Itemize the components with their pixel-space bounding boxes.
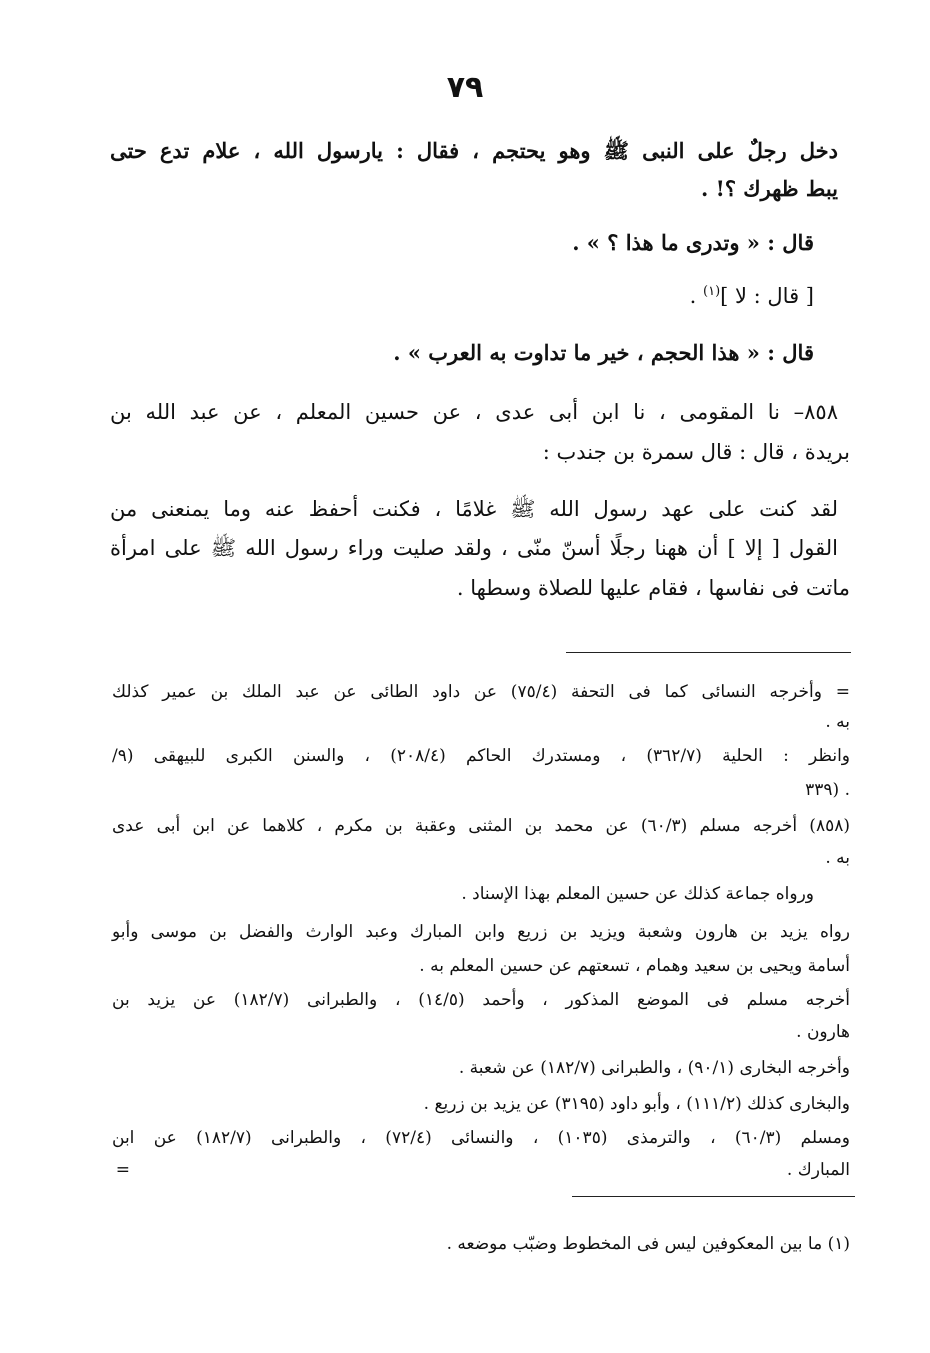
- dialogue-line-2-end: .: [689, 284, 697, 308]
- main-paragraph-1-line-2: يبط ظهرك ؟! .: [700, 176, 838, 201]
- dialogue-line-3: قال : « هذا الحجم ، خير ما تداوت به العرب » .: [393, 340, 814, 365]
- hadith-858-line-1: ٨٥٨– نا المقومى ، نا ابن أبى عدى ، عن حسين المعلم ، عن عبد الله بن: [110, 400, 838, 424]
- endnote: (١) ما بين المعكوفين ليس فى المخطوط وضبّب موضعه .: [446, 1234, 850, 1254]
- footnote-line-2: به .: [825, 712, 850, 732]
- footnote-line-6: به .: [825, 848, 850, 868]
- footnote-marker: (١): [703, 284, 721, 299]
- footnote-line-13: والبخارى كذلك (١١١/٢) ، وأبو داود (٣١٩٥) عن يزيد بن زريع .: [423, 1094, 850, 1114]
- footnote-line-4: ٣٣٩) .: [805, 780, 850, 800]
- hadith-body-line-2: القول [ إلا ] أن ههنا رجلًا أسنّ منّى ، ولقد صليت وراء رسول الله ﷺ على امرأة: [110, 536, 838, 560]
- footnote-line-7: ورواه جماعة كذلك عن حسين المعلم بهذا الإسناد .: [461, 884, 814, 904]
- footnote-line-1: = وأخرجه النسائى كما فى التحفة (٧٥/٤) عن داود الطائى عن عبد الملك بن عمير كذلك: [112, 682, 851, 702]
- footnote-line-3: وانظر : الحلية (٣٦٢/٧) ، ومستدرك الحاكم (٢٠٨/٤) ، والسنن الكبرى للبيهقى (٩/: [112, 746, 851, 766]
- footnote-line-14: ومسلم (٦٠/٣) ، والترمذى (١٠٣٥) ، والنسائى (٧٢/٤) ، والطبرانى (١٨٢/٧) عن ابن: [112, 1128, 851, 1148]
- footnote-continuation-mark: =: [115, 1160, 130, 1180]
- footnote-line-11: هارون .: [796, 1022, 850, 1042]
- dialogue-line-2: [690, 284, 814, 308]
- footnote-line-8: رواه يزيد بن هارون وشعبة ويزيد بن زريع وابن المبارك وعبد الوارث والفضل بن موسى وأبو: [112, 922, 850, 942]
- footnote-line-15: المبارك .: [786, 1160, 850, 1180]
- page-number: ٧٩: [446, 70, 484, 105]
- footnote-separator: [566, 652, 851, 653]
- dialogue-line-2-text: [ قال : لا ]: [720, 284, 814, 308]
- footnote-line-12: وأخرجه البخارى (٩٠/١) ، والطبرانى (١٨٢/٧) عن شعبة .: [458, 1058, 850, 1078]
- footnote-line-10: أخرجه مسلم فى الموضع المذكور ، وأحمد (١٤/٥) ، والطبرانى (١٨٢/٧) عن يزيد بن: [112, 990, 851, 1010]
- dialogue-line-1: قال : « وتدرى ما هذا ؟ » .: [572, 230, 814, 255]
- hadith-body-line-1: لقد كنت على عهد رسول الله ﷺ غلامًا ، فكنت أحفظ عنه وما يمنعنى من: [110, 497, 838, 521]
- hadith-858-line-2: بريدة ، قال : قال سمرة بن جندب :: [542, 440, 850, 464]
- footnote-line-9: أسامة ويحيى بن سعيد وهمام ، تسعتهم عن حسين المعلم به .: [419, 956, 850, 976]
- hadith-body-line-3: ماتت فى نفاسها ، فقام عليها للصلاة وسطها .: [456, 576, 850, 600]
- main-paragraph-1-line-1: دخل رجلٌ على النبى ﷺ وهو يحتجم ، فقال : يارسول الله ، علام تدع حتى: [110, 138, 838, 163]
- endnote-separator: [572, 1196, 855, 1197]
- footnote-line-5: (٨٥٨) أخرجه مسلم (٦٠/٣) عن محمد بن المثنى وعقبة بن مكرم ، كلاهما عن ابن أبى عدى: [112, 816, 850, 836]
